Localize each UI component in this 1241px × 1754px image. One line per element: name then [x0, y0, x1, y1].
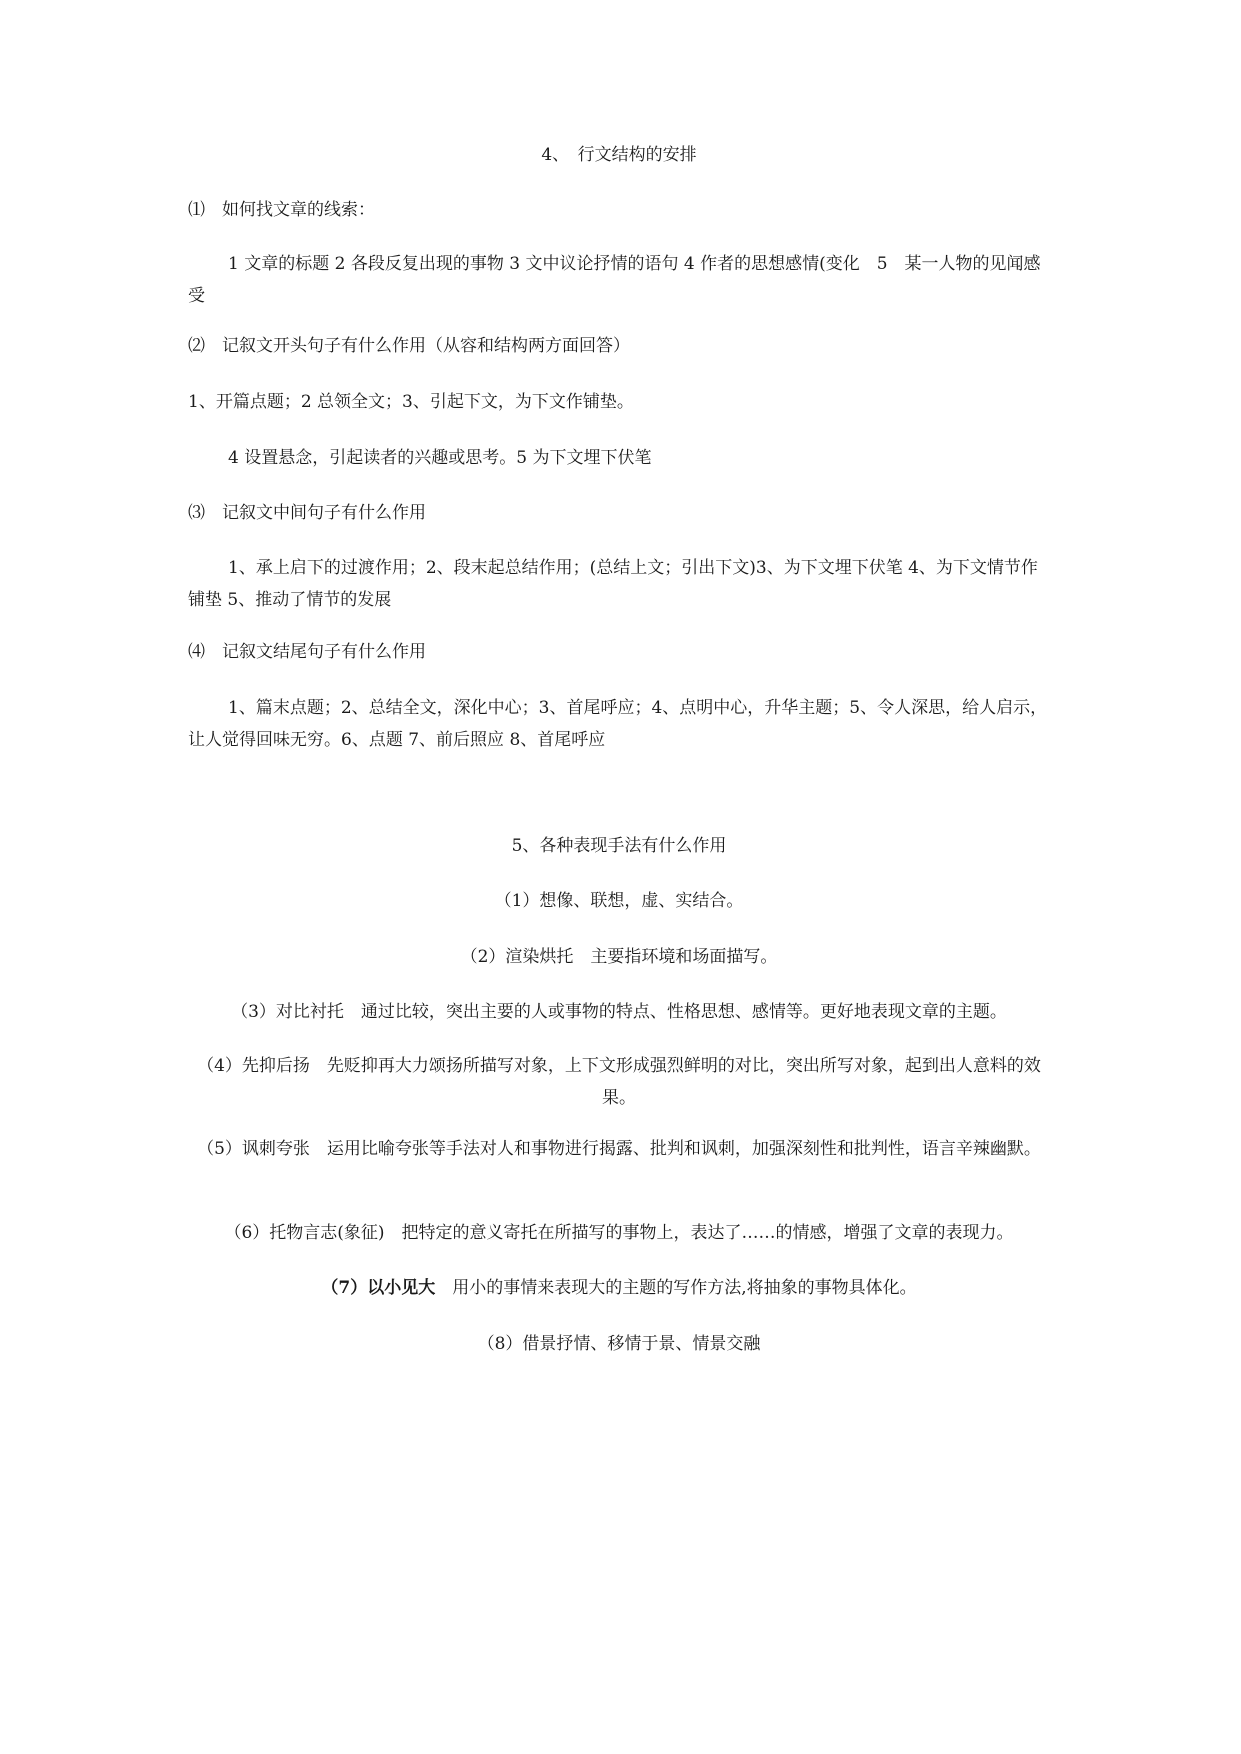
technique-item-7-text: 用小的事情来表现大的主题的写作方法,将抽象的事物具体化。: [435, 1278, 917, 1298]
q3-body: 1、承上启下的过渡作用；2、段末起总结作用；(总结上文；引出下文)3、为下文埋下伏笔 4、为下文情节作铺垫 5、推动了情节的发展: [188, 558, 1038, 610]
q4-heading: ⑷ 记叙文结尾句子有什么作用: [188, 642, 426, 662]
section-5-title: 5、各种表现手法有什么作用: [511, 836, 727, 856]
technique-item-6: （6）托物言志(象征) 把特定的意义寄托在所描写的事物上，表达了……的情感，增强了文章的表现力。: [224, 1223, 1014, 1243]
q1-body: 1 文章的标题 2 各段反复出现的事物 3 文中议论抒情的语句 4 作者的思想感情(变化 5 某一人物的见闻感受: [188, 254, 1041, 306]
technique-item-5: （5）讽刺夸张 运用比喻夸张等手法对人和事物进行揭露、批判和讽刺，加强深刻性和批判性，语言辛辣幽默。: [197, 1139, 1041, 1159]
q2-line2: 4 设置悬念，引起读者的兴趣或思考。5 为下文埋下伏笔: [228, 448, 652, 468]
q4-body: 1、篇末点题；2、总结全文，深化中心；3、首尾呼应；4、点明中心，升华主题；5、令人深思，给人启示，让人觉得回味无穷。6、点题 7、前后照应 8、首尾呼应: [188, 698, 1048, 750]
technique-item-3: （3）对比衬托 通过比较，突出主要的人或事物的特点、性格思想、感情等。更好地表现文章的主题。: [231, 1002, 1007, 1022]
technique-item-4: （4）先抑后扬 先贬抑再大力颂扬所描写对象，上下文形成强烈鲜明的对比，突出所写对象，起到出人意料的效果。: [197, 1056, 1041, 1108]
technique-item-2: （2）渲染烘托 主要指环境和场面描写。: [460, 947, 778, 967]
section-4-title: 4、 行文结构的安排: [541, 145, 697, 165]
technique-item-1: （1）想像、联想，虚、实结合。: [494, 891, 744, 911]
q3-heading: ⑶ 记叙文中间句子有什么作用: [188, 503, 426, 523]
q1-heading: ⑴ 如何找文章的线索：: [188, 200, 375, 220]
q2-heading: ⑵ 记叙文开头句子有什么作用（从容和结构两方面回答）: [188, 336, 630, 356]
technique-item-7: [188, 1272, 1050, 1304]
technique-item-7-label: （7）以小见大: [321, 1278, 436, 1298]
technique-item-8: （8）借景抒情、移情于景、情景交融: [477, 1334, 761, 1354]
q2-line1: 1、开篇点题；2 总领全文；3、引起下文，为下文作铺垫。: [188, 392, 634, 412]
